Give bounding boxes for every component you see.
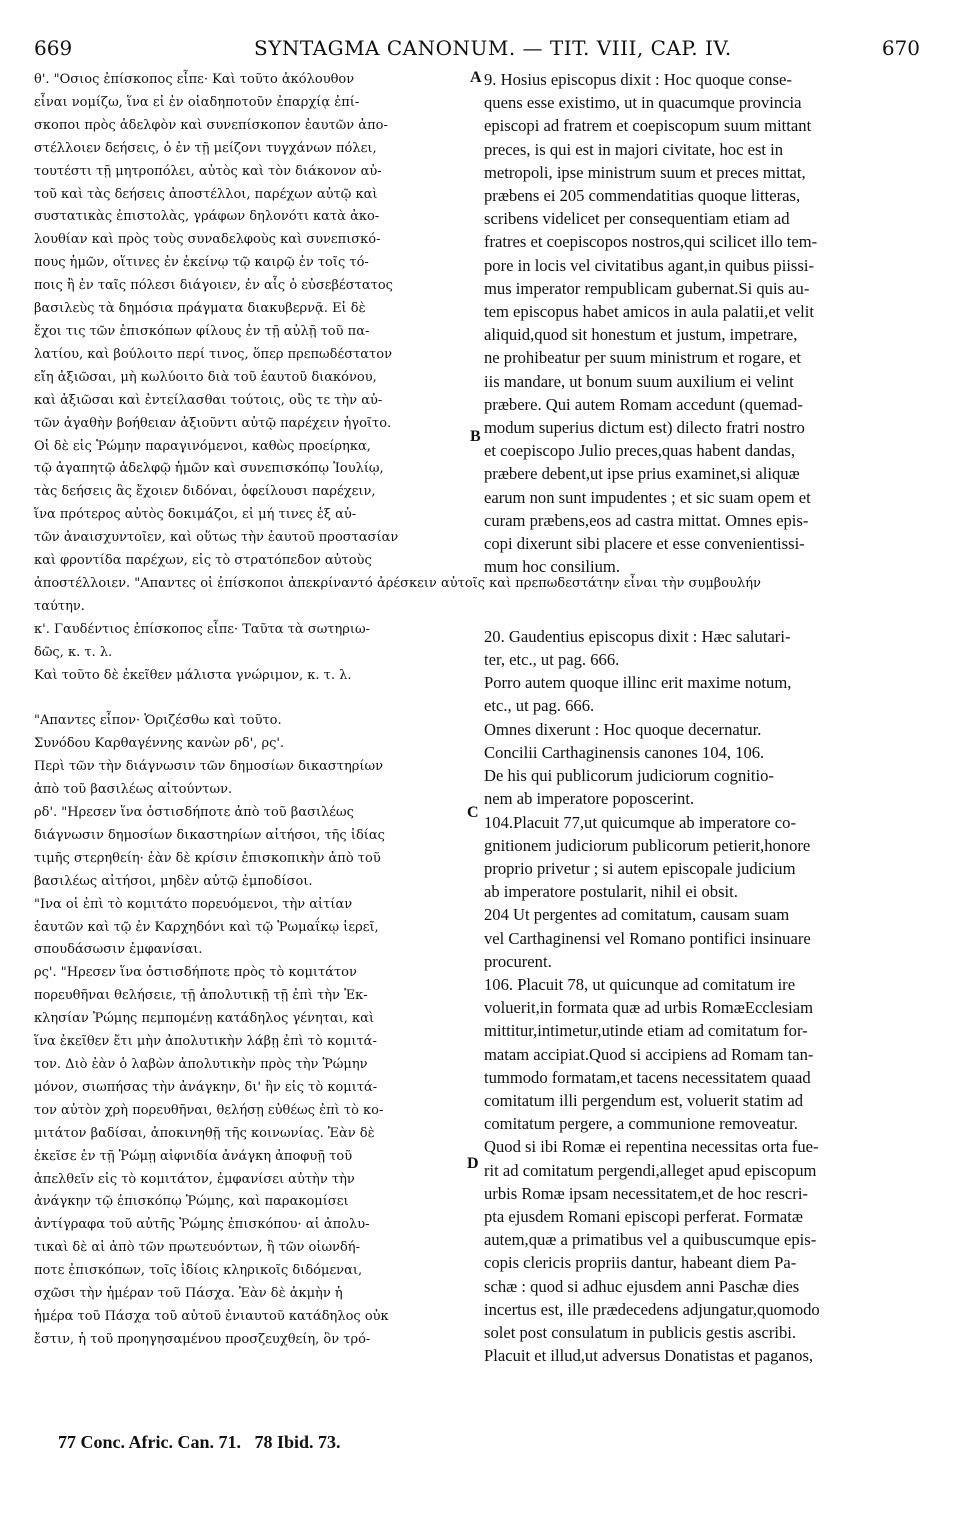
latin-text-line: copis clericis propriis dantur, habeant diem Pa-	[484, 1253, 797, 1273]
margin-letter-a: A	[470, 69, 482, 86]
greek-text-line: ἡμέρα τοῦ Πάσχα τοῦ αὐτοῦ ἐνιαυτοῦ κατάδηλος οὐκ	[34, 1308, 389, 1324]
latin-text-line: earum non sunt impudentes ; et sic suam opem et	[484, 487, 811, 507]
latin-text-line: ne prohibeatur per suum ministrum et rogare, et	[484, 348, 802, 368]
latin-text-line: procurent.	[484, 951, 552, 971]
latin-text-line: vel Carthaginensi vel Romano pontifici insinuare	[484, 928, 811, 948]
greek-text-line: ἔχοι τις τῶν ἐπισκόπων φίλους ἐν τῇ αὐλῇ τοῦ πα-	[34, 323, 370, 339]
greek-text-line: λουθίαν καὶ πρὸς τοὺς συναδελφοὺς καὶ συνεπισκό-	[34, 232, 381, 248]
greek-text-line: ποις ἢ ἐν ταῖς πόλεσι διάγοιεν, ἐν αἷς ὁ εὐσεβέστατος	[34, 278, 393, 294]
greek-text-line: τικαὶ δὲ αἱ ἀπὸ τῶν πρωτευόντων, ἢ τῶν οἱωνδή-	[34, 1240, 360, 1256]
greek-text-line: διάγνωσιν δημοσίων δικαστηρίων αἰτήσοι, τῆς ἰδίας	[34, 827, 385, 843]
latin-text-line: De his qui publicorum judiciorum cognitio-	[484, 766, 774, 786]
latin-text-line	[484, 602, 920, 625]
greek-text-line: βασιλεὺς τὰ δημόσια πράγματα διακυβερνᾷ. Εἰ δὲ	[34, 301, 366, 317]
latin-text-line: rit ad comitatum pergendi,alleget apud episcopum	[484, 1160, 817, 1180]
greek-text-line: σκοποι πρὸς ἀδελφὸν καὶ συνεπίσκοπον ἑαυτῶν ἀπο-	[34, 117, 388, 133]
latin-text-line: episcopi ad fratrem et coepiscopum suum mittant	[484, 116, 812, 136]
greek-text-line: ἔστιν, ἡ τοῦ προηγησαμένου προσζευχθείη, ὃν τρό-	[34, 1331, 371, 1347]
latin-text-line: Concilii Carthaginensis canones 104, 106.	[484, 742, 765, 762]
running-header	[34, 36, 920, 62]
latin-text-line: nem ab imperatore poposcerint.	[484, 789, 695, 809]
latin-text-line: Placuit et illud,ut adversus Donatistas et paganos,	[484, 1346, 814, 1366]
greek-text-line: Συνόδου Καρθαγέννης κανὼν ρδ', ρς'.	[34, 736, 285, 752]
greek-text-line: καὶ φροντίδα παρέχων, εἰς τὸ στρατόπεδον αὐτοὺς	[34, 553, 372, 569]
latin-text-line: curam præbens,eos ad castra mittat. Omnes epis-	[484, 510, 809, 530]
latin-text-line: pore in locis vel civitatibus agant,in quibus piissi-	[484, 255, 814, 275]
latin-text-line: mittitur,intimetur,utinde etiam ad comitatum for-	[484, 1021, 808, 1041]
greek-text-line: κλησίαν Ῥώμης πεμπομένῃ κατάδηλος γένηται, καὶ	[34, 1011, 375, 1027]
greek-text-line: μόνον, σιωπήσας τὴν ἀνάγκην, δι' ἣν εἰς τὸ κομιτά-	[34, 1079, 378, 1095]
greek-text-line: τιμῆς στερηθείη· ἐὰν δὲ κρίσιν ἐπισκοπικὴν ἀπὸ τοῦ	[34, 850, 381, 866]
greek-text-line: τον αὐτὸν χρὴ πορευθῆναι, θελήσῃ εὐθέως ἐπὶ τὸ κο-	[34, 1102, 384, 1118]
greek-text-line: τὰς δεήσεις ἃς ἔχοιεν διδόναι, ὀφείλουσι παρέχειν,	[34, 484, 376, 500]
latin-text-line: 104.Placuit 77,ut quicumque ab imperatore co-	[484, 812, 796, 832]
latin-text-line: preces, is qui est in majori civitate, hoc est in	[484, 139, 784, 159]
latin-text-line: ab imperatore postularit, nihil ei obsit.	[484, 882, 738, 902]
greek-text-line: Καὶ τοῦτο δὲ ἐκεῖθεν μάλιστα γνώριμον, κ. τ. λ.	[34, 667, 352, 683]
greek-text-line: "Ινα οἱ ἐπὶ τὸ κομιτάτο πορευόμενοι, τὴν αἰτίαν	[34, 896, 353, 912]
latin-text-line: urbis Romæ ipsam necessitatem,et de hoc rescri-	[484, 1183, 808, 1203]
latin-text-line: modum superius dictum est) dilecto fratri nostro	[484, 418, 805, 438]
greek-text-line: "Απαντες εἶπον· Ὁριζέσθω καὶ τοῦτο.	[34, 713, 282, 729]
latin-text-line: 9. Hosius episcopus dixit : Hoc quoque conse-	[484, 70, 792, 89]
latin-text-line: tummodo formatam,et tacens necessitatem quaad	[484, 1067, 811, 1087]
greek-text-line: εἶναι νομίζω, ἵνα εἰ ἐν οἱαδηποτοῦν ἐπαρχίᾳ ἐπί-	[34, 94, 360, 110]
running-title: SYNTAGMA CANONUM. — TIT. VIII, CAP. IV.	[254, 36, 732, 60]
greek-text-line: ρς'. "Ηρεσεν ἵνα ὁστισδήποτε πρὸς τὸ κομιτάτον	[34, 965, 357, 981]
latin-text-line: metropoli, ipse ministrum suum et preces mittat,	[484, 162, 806, 182]
latin-text-line: quens esse existimo, ut in quacumque provincia	[484, 93, 802, 113]
latin-text-line: solet post consulatum in publicis gestis ascribi.	[484, 1322, 797, 1342]
greek-text-line: συστατικὰς ἐπιστολὰς, γράφων δηλονότι κατὰ ἀκο-	[34, 209, 380, 225]
latin-text-line: proprio privetur ; si autem episcopale judicium	[484, 858, 796, 878]
latin-text-line: matam accipiat.Quod si accipiens ad Romam tan-	[484, 1044, 814, 1064]
latin-text-line: autem,quæ a primatibus vel a quibuscumque epis-	[484, 1230, 817, 1250]
greek-text-line: βασιλέως αἰτήσοι, μηδὲν αὐτῷ ἐμποδίσοι.	[34, 873, 313, 889]
greek-text-line: Περὶ τῶν τὴν διάγνωσιν τῶν δημοσίων δικαστηρίων	[34, 759, 384, 775]
greek-text-line: τον. Διὸ ἐὰν ὁ λαβὼν ἀπολυτικὴν πρὸς τὴν Ῥώμην	[34, 1056, 368, 1072]
latin-text-line: 106. Placuit 78, ut quicunque ad comitatum ire	[484, 974, 796, 994]
latin-text-line: et coepiscopo Julio preces,quas habent dandas,	[484, 441, 796, 461]
greek-text-line: κ'. Γαυδέντιος ἐπίσκοπος εἶπε· Ταῦτα τὰ σωτηριω-	[34, 621, 371, 637]
latin-text-line: 20. Gaudentius episcopus dixit : Hæc salutari-	[484, 626, 791, 646]
greek-text-line: εἴη ἀξιῶσαι, μὴ κωλύοιτο διὰ τοῦ ἑαυτοῦ διακόνου,	[34, 369, 377, 385]
latin-text-line: comitatum pergere, a communione removeatur.	[484, 1114, 798, 1134]
greek-text-line: τῷ ἀγαπητῷ ἀδελφῷ ἡμῶν καὶ συνεπισκόπῳ Ἰουλίῳ,	[34, 461, 384, 477]
greek-text-line: θ'. "Οσιος ἐπίσκοπος εἶπε· Καὶ τοῦτο ἀκόλουθον	[34, 72, 355, 87]
greek-text-line: ἀπελθεῖν εἰς τὸ κομιτάτον, ἐμφανίσει αὐτὴν τὴν	[34, 1171, 355, 1187]
latin-text-line: 204 Ut pergentes ad comitatum, causam suam	[484, 905, 790, 925]
margin-letter-b: B	[470, 428, 481, 445]
margin-letter-c: C	[467, 804, 479, 821]
latin-text-line: Omnes dixerunt : Hoc quoque decernatur.	[484, 719, 762, 739]
latin-text-line: tem episcopus habet amicos in aula palatii,et velit	[484, 302, 814, 322]
page-number-left: 669	[34, 36, 73, 60]
latin-text-line: iis mandare, ut bonum suum auxilium ei velint	[484, 371, 794, 391]
margin-letter-d: D	[467, 1155, 479, 1172]
greek-text-line: ἀνάγκην τῷ ἐπισκόπῳ Ῥώμης, καὶ παρακομίσει	[34, 1194, 349, 1210]
latin-text-line: mus imperator rempublicam gubernat.Si quis au-	[484, 278, 810, 298]
greek-text-line: τουτέστι τῇ μητροπόλει, αὐτὸς καὶ τὸν διάκονον αὐ-	[34, 163, 382, 179]
latin-text-column	[484, 68, 920, 1367]
latin-text-line: præbere debent,ut ipse prius examinet,si aliquæ	[484, 464, 800, 484]
greek-text-line: λατίου, καὶ βούλοιτο περί τινος, ὅπερ πρεπωδέστατον	[34, 346, 392, 362]
greek-text-line: ταύτην.	[34, 598, 85, 614]
latin-text-line: fratres et coepiscopos nostros,qui scilicet illo tem-	[484, 232, 818, 252]
greek-text-line: δῶς, κ. τ. λ.	[34, 644, 113, 660]
latin-text-line: Porro autem quoque illinc erit maxime notum,	[484, 673, 792, 693]
latin-text-line: copi dixerunt sibi placere et esse convenientissi-	[484, 534, 805, 554]
latin-text-line: scribens videlicet per consequentiam etiam ad	[484, 209, 790, 229]
greek-text-line: ρδ'. "Ηρεσεν ἵνα ὁστισδήποτε ἀπὸ τοῦ βασιλέως	[34, 805, 354, 820]
greek-text-line: πους ἡμῶν, οἵτινες ἐν ἐκείνῳ τῷ καιρῷ ἐν τοῖς τό-	[34, 255, 369, 271]
greek-text-line: ἀποστέλλοιεν. "Απαντες οἱ ἐπίσκοποι ἀπεκρίναντό ἀρέσκειν αὐτοῖς καὶ πρεπωδεστάτην εἶναι τὴν συμβουλήν	[34, 575, 761, 591]
greek-text-line: πορευθῆναι θελήσειε, τῇ ἀπολυτικῇ τῇ ἐπὶ τὴν Ἐκ-	[34, 988, 368, 1004]
latin-text-line: præbens ei 205 commendatitias quoque litteras,	[484, 186, 801, 206]
greek-text-line: σπουδάσωσιν ἐμφανίσαι.	[34, 942, 203, 958]
greek-text-line: σχῶσι τὴν ἡμέραν τοῦ Πάσχα. Ἐὰν δὲ ἀκμὴν ἡ	[34, 1286, 343, 1302]
latin-text-line: ter, etc., ut pag. 666.	[484, 650, 620, 670]
greek-text-line: ἵνα πρότερος αὐτὸς δοκιμάζοι, εἰ μή τινες ἐξ αὐ-	[34, 507, 357, 523]
greek-text-line: τῶν ἀναισχυντοῖεν, καὶ οὕτως τὴν ἑαυτοῦ προστασίαν	[34, 530, 399, 546]
greek-text-line: καὶ ἀξιῶσαι καὶ ἐντείλασθαι τούτοις, οὓς τε τὴν αὐ-	[34, 392, 383, 408]
greek-text-line: τῶν ἀγαθὴν βοήθειαν ἀξιοῦντι αὐτῷ παρέχειν ἡγοῖτο.	[34, 415, 392, 431]
latin-text-line: schæ : quod si adhuc ejusdem anni Paschæ dies	[484, 1276, 800, 1296]
greek-text-line: ἐκεῖσε ἐν τῇ Ῥώμῃ αἰφνιδία ἀνάγκη ἀποφυῇ τοῦ	[34, 1148, 353, 1164]
greek-text-line: ποτε ἐπισκόπων, τοῖς ἰδίοις κληρικοῖς διδόμεναι,	[34, 1263, 363, 1279]
latin-text-line: aliquid,quod sit honestum et justum, impetrare,	[484, 325, 798, 345]
latin-text-line: mum hoc consilium.	[484, 557, 620, 577]
latin-text-line	[484, 578, 920, 601]
latin-text-line: voluerit,in formata quæ ad urbis RomæEcclesiam	[484, 998, 814, 1018]
latin-text-line: pta ejusdem Romani episcopi perferat. Formatæ	[484, 1206, 803, 1226]
latin-text-line: gnitionem judiciorum publicorum petierit,honore	[484, 835, 811, 855]
latin-text-line: comitatum illi pergendum est, voluerit statim ad	[484, 1090, 804, 1110]
footnotes: 77 Conc. Afric. Can. 71. 78 Ibid. 73.	[58, 1432, 341, 1452]
page-number-right: 670	[881, 36, 920, 60]
greek-text-line: τοῦ καὶ τὰς δεήσεις ἀποστέλλοι, παρέχων αὐτῷ καὶ	[34, 186, 378, 202]
greek-text-line: Οἱ δὲ εἰς Ῥώμην παραγινόμενοι, καθὼς προείρηκα,	[34, 438, 371, 454]
greek-text-line: στέλλοιεν δεήσεις, ὁ ἐν τῇ μείζονι τυγχάνων πόλει,	[34, 140, 377, 156]
greek-text-line: ἵνα ἐκεῖθεν ἔτι μὴν ἀπολυτικὴν λάβῃ ἐπὶ τὸ κομιτά-	[34, 1034, 377, 1050]
greek-text-line: ἀντίγραφα τοῦ αὐτῆς Ῥώμης ἐπισκόπου· αἱ ἀπολυ-	[34, 1217, 370, 1233]
greek-text-line: ἀπὸ τοῦ βασιλέως αἰτούντων.	[34, 782, 233, 798]
greek-text-line	[34, 687, 486, 710]
greek-text-line: μιτάτον βαδίσαι, ἀποκινηθῇ τῆς κοινωνίας. Ἐὰν δὲ	[34, 1125, 375, 1141]
latin-text-line: præbere. Qui autem Romam accedunt (quemad-	[484, 394, 803, 414]
latin-text-line: etc., ut pag. 666.	[484, 696, 595, 716]
latin-text-line: Quod si ibi Romæ ei repentina necessitas orta fue-	[484, 1137, 819, 1157]
latin-text-line: incertus est, ille prædecedens adjungatur,quomodo	[484, 1299, 820, 1319]
greek-text-line: ἑαυτῶν καὶ τῷ ἐν Καρχηδόνι καὶ τῷ Ῥωμαΐκῳ ἱερεῖ,	[34, 919, 379, 935]
